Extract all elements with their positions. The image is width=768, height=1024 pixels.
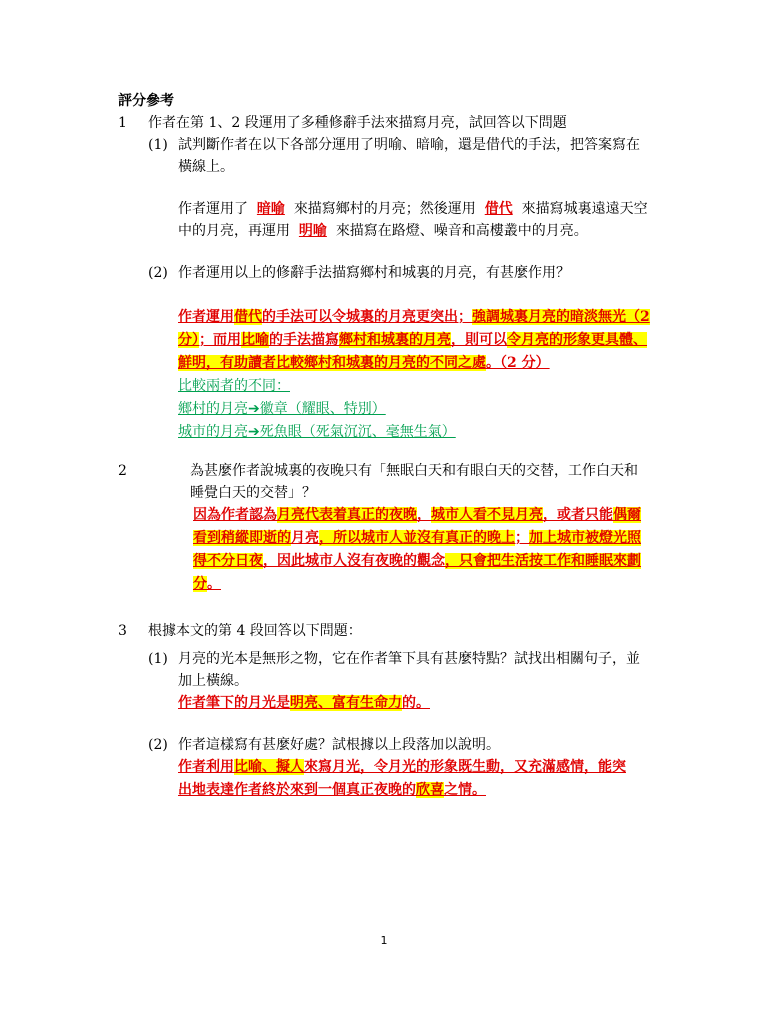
answer-line: 出地表達作者終於來到一個真正夜晚的欣喜之情。 (178, 782, 486, 798)
q3-part2-answer (178, 756, 688, 802)
q3-part1-answer: 作者筆下的月光是明亮、富有生命力的。 (178, 695, 430, 711)
q3-part1-line2: 加上橫線。 (178, 673, 248, 689)
q1-part2-answer (178, 306, 688, 444)
fill-text: 來描寫在路燈、噪音和高樓叢中的月亮。 (335, 223, 588, 239)
q2-number: 2 (118, 463, 127, 479)
fill-text: 來描寫城裏遠遠天空 (521, 201, 648, 217)
q2-question-line1: 為甚麼作者說城裏的夜晚只有「無眠白天和有眼白天的交替，工作白天和 (190, 463, 638, 479)
fill-answer-3: 明喻 (298, 223, 327, 239)
answer-line: 作者利用比喻、擬人來寫月光，令月光的形象既生動，又充滿感情，能突 (178, 759, 626, 775)
q1-number: 1 (118, 115, 127, 131)
fill-answer-1: 暗喻 (256, 201, 285, 217)
q3-part1-line1: 月亮的光本是無形之物，它在作者筆下具有甚麼特點？試找出相關句子，並 (178, 651, 640, 667)
page-title: 評分參考 (118, 93, 174, 109)
q1-part2-question: 作者運用以上的修辭手法描寫鄉村和城裏的月亮，有甚麼作用？ (178, 265, 570, 281)
answer-line: 得不分日夜，因此城市人沒有夜晚的觀念，只會把生活按工作和睡眠來劃 (193, 553, 641, 569)
q3-number: 3 (118, 623, 127, 639)
q3-stem: 根據本文的第 4 段回答以下問題： (148, 623, 362, 639)
q1-stem: 作者在第 1、2 段運用了多種修辭手法來描寫月亮，試回答以下問題 (148, 115, 567, 131)
answer-line: 分）；而用比喻的手法描寫鄉村和城裏的月亮，則可以令月亮的形象更具體、 (178, 332, 647, 348)
green-note: 城市的月亮➔死魚眼（死氣沉沉、毫無生氣） (178, 424, 456, 440)
fill-text: 來描寫鄉村的月亮；然後運用 (293, 201, 476, 217)
answer-line: 鮮明，有助讀者比較鄉村和城裏的月亮的不同之處。（2 分） (178, 355, 550, 371)
fill-answer-2: 借代 (484, 201, 513, 217)
q1-part1-line1: 試判斷作者在以下各部分運用了明喻、暗喻，還是借代的手法，把答案寫在 (178, 137, 640, 153)
answer-line: 因為作者認為月亮代表着真正的夜晚，城市人看不見月亮，或者只能偶爾 (193, 507, 641, 523)
answer-line: 分。 (193, 576, 221, 592)
fill-text: 中的月亮，再運用 (178, 223, 290, 239)
fill-text: 作者運用了 (178, 201, 248, 217)
answer-line: 看到稍縱即逝的月亮，所以城市人並沒有真正的晚上；加上城市被燈光照 (193, 530, 641, 546)
answer-line: 作者運用借代的手法可以令城裏的月亮更突出；強調城裏月亮的暗淡無光（2 (178, 309, 650, 325)
q1-fill-line2 (178, 220, 588, 242)
green-note: 鄉村的月亮➔徽章（耀眼、特別） (178, 401, 386, 417)
q3-part1-number: (1) (148, 651, 168, 667)
page-number: 1 (380, 934, 388, 947)
q1-part1-number: (1) (148, 137, 168, 153)
q2-answer (193, 504, 693, 596)
q1-fill-line1 (178, 198, 648, 220)
q3-part2-question: 作者這樣寫有甚麼好處？試根據以上段落加以說明。 (178, 737, 500, 753)
q1-part2-number: (2) (148, 265, 168, 281)
green-note: 比較兩者的不同： (178, 378, 290, 394)
q1-part1-line2: 橫線上。 (178, 159, 234, 175)
q3-part2-number: (2) (148, 737, 168, 753)
q2-question-line2: 睡覺白天的交替」？ (190, 485, 316, 501)
